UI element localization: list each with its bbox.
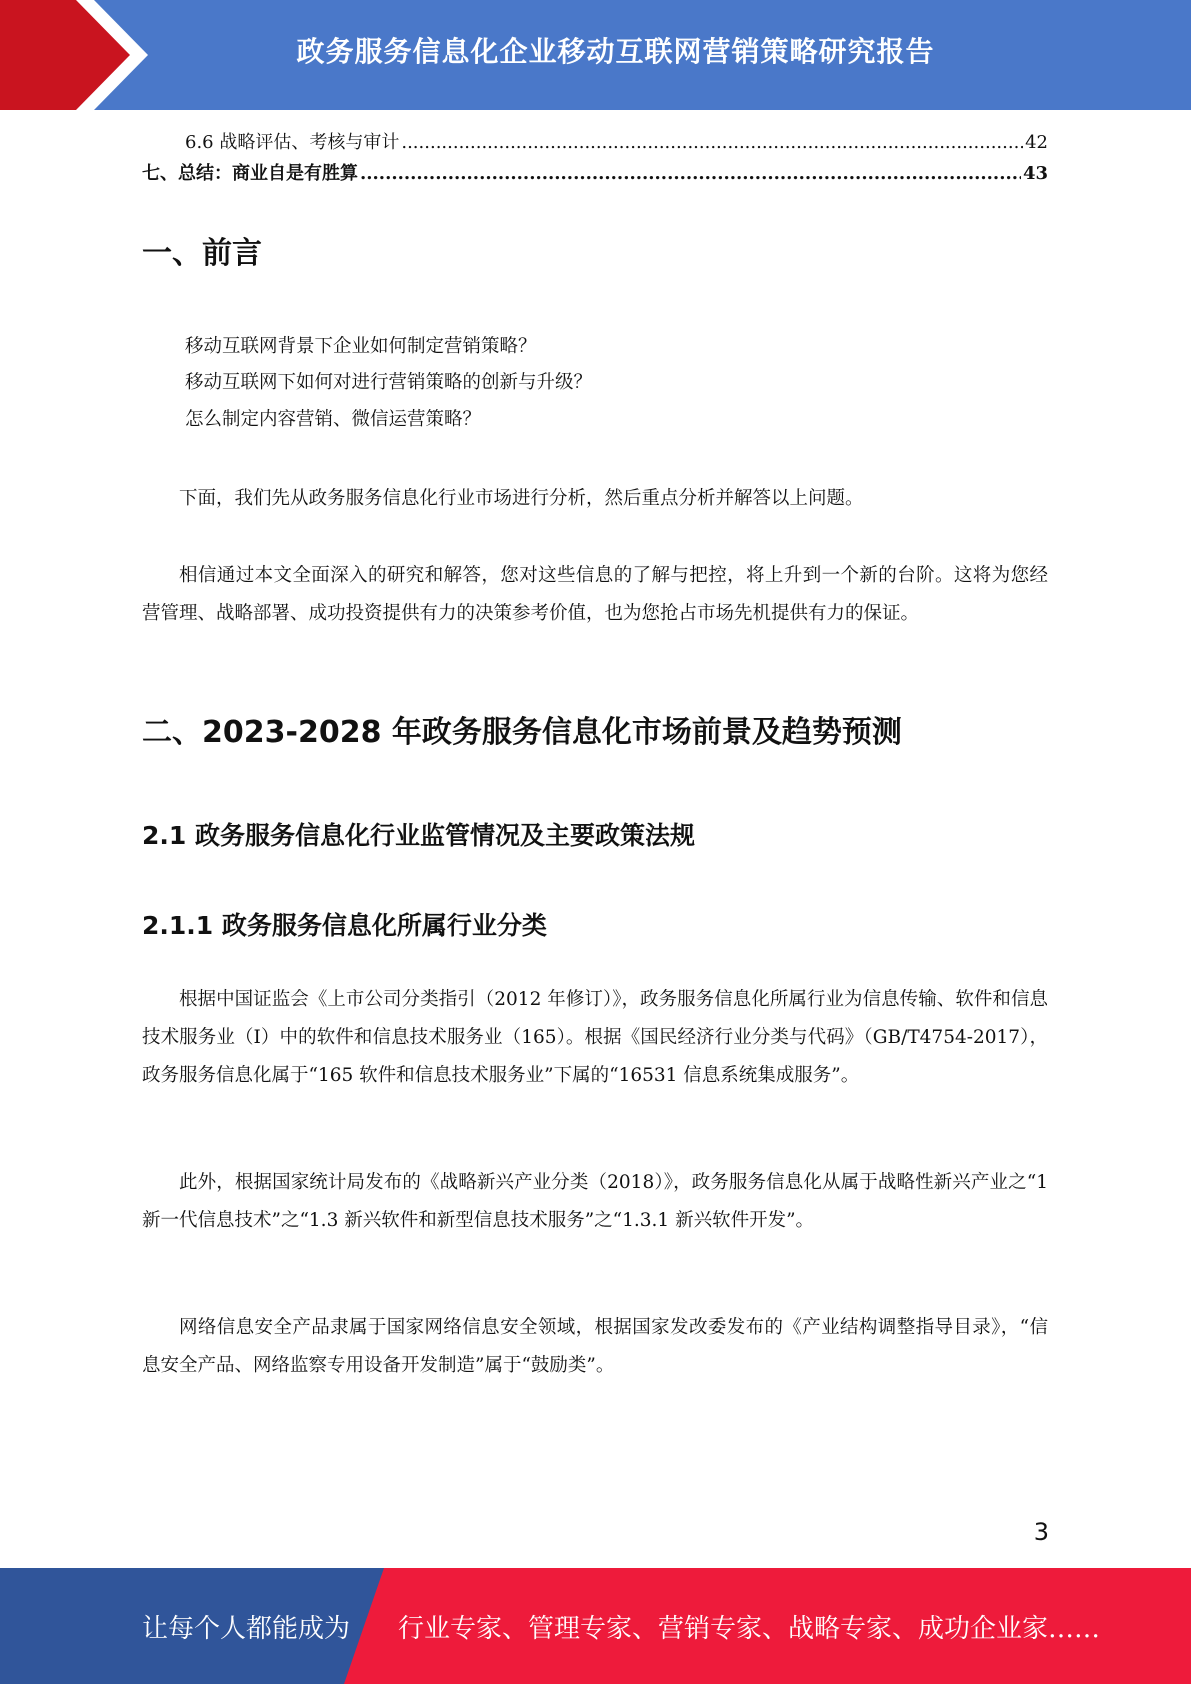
paragraph: 下面，我们先从政务服务信息化行业市场进行分析，然后重点分析并解答以上问题。 (179, 488, 864, 509)
subsection-heading: 2.1 政务服务信息化行业监管情况及主要政策法规 (142, 821, 695, 850)
question-line: 怎么制定内容营销、微信运营策略？ (185, 409, 482, 430)
question-line: 移动互联网背景下企业如何制定营销策略？ (185, 336, 537, 357)
toc-leader-dots (360, 161, 1021, 187)
header-chevron-decoration (0, 0, 160, 110)
toc-entry-page: 42 (1025, 132, 1048, 153)
page-header (0, 0, 1191, 110)
paragraph: 此外，根据国家统计局发布的《战略新兴产业分类（2018）》，政务服务信息化从属于战略性新兴产业之“1 新一代信息技术”之“1.3 新兴软件和新型信息技术服务”之“1.3.1 新兴软件开发”。 (142, 1172, 1048, 1231)
paragraph: 相信通过本文全面深入的研究和解答，您对这些信息的了解与把控，将上升到一个新的台阶。这将为您经营管理、战略部署、成功投资提供有力的决策参考价值，也为您抢占市场先机提供有力的保证。 (142, 565, 1048, 624)
section-heading-preface: 一、前言 (142, 236, 262, 271)
section-heading-outlook: 二、2023-2028 年政务服务信息化市场前景及趋势预测 (142, 715, 902, 750)
toc-entry-label: 七、总结：商业自是有胜算 (142, 163, 358, 184)
toc-entry[interactable] (142, 161, 1048, 187)
toc-entry-label: 6.6 战略评估、考核与审计 (185, 132, 400, 153)
footer-slogan-left: 让每个人都能成为 (142, 1613, 351, 1644)
paragraph: 网络信息安全产品隶属于国家网络信息安全领域，根据国家发改委发布的《产业结构调整指导目录》，“信息安全产品、网络监察专用设备开发制造”属于“鼓励类”。 (142, 1317, 1048, 1376)
paragraph: 根据中国证监会《上市公司分类指引（2012 年修订）》，政务服务信息化所属行业为信息传输、软件和信息技术服务业（I）中的软件和信息技术服务业（165）。根据《国民经济行业分类与代码》（GB/T4754-2017），政务服务信息化属于“165 软件和信息技术服务业”下属的“16531 信息系统集成服务”。 (142, 989, 1048, 1086)
toc-leader-dots (401, 130, 1023, 156)
toc-entry-page: 43 (1022, 163, 1048, 184)
page-number: 3 (1033, 1518, 1049, 1546)
subsection-heading: 2.1.1 政务服务信息化所属行业分类 (142, 911, 547, 940)
toc-entry[interactable] (185, 130, 1048, 156)
header-title: 政务服务信息化企业移动互联网营销策略研究报告 (296, 35, 935, 68)
page-footer (0, 1568, 1191, 1684)
question-line: 移动互联网下如何对进行营销策略的创新与升级？ (185, 372, 593, 393)
footer-slogan-right: 行业专家、管理专家、营销专家、战略专家、成功企业家…… (398, 1613, 1101, 1644)
